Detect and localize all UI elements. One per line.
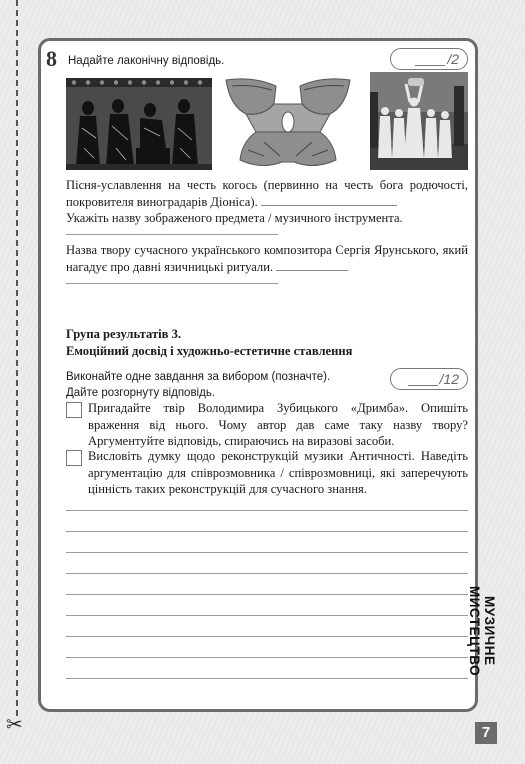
cut-line (16, 0, 18, 716)
score-max-group: /12 (439, 371, 459, 387)
answer-line-3[interactable] (276, 260, 348, 271)
page-number: 7 (475, 722, 497, 744)
score-box[interactable] (390, 48, 468, 70)
answer-line[interactable] (66, 615, 468, 616)
option-1: Пригадайте твір Володимира Зубицького «Дримба». Опишіть враження від нього. Чому автор дав саме таку назву твору? Аргументуйте відповідь, спираючись на виразові засоби. (88, 401, 468, 449)
task-title: Надайте лаконічну відповідь. (68, 55, 225, 67)
question-2-text: Укажіть назву зображеного предмета / музичного інструмента. (66, 211, 403, 225)
instructions-line-1: Виконайте одне завдання за вибором (позначте). (66, 371, 331, 383)
score-blank-group (408, 373, 438, 386)
score-blank (415, 53, 445, 66)
question-1-text: Пісня-уславлення на честь когось (первинно на честь бога родючості, покровителя виноградарів Діоніса). (66, 178, 468, 209)
option-2: Висловіть думку щодо реконструкцій музики Античності. Наведіть аргументацію для співрозмовника / співрозмовниці, які заперечують цінність таких реконструкцій для сучасного знання. (88, 449, 468, 497)
answer-line-1[interactable] (261, 195, 397, 206)
instructions (66, 369, 330, 401)
answer-line[interactable] (66, 678, 468, 679)
score-box-group[interactable] (390, 368, 468, 390)
answer-line[interactable] (66, 510, 468, 511)
question-3-text: Назва твору сучасного українського композитора Сергія Ярунського, який нагадує про давні язичницькі ритуали. (66, 243, 468, 274)
answer-line[interactable] (66, 657, 468, 658)
ancient-greek-vase-icon (66, 78, 212, 170)
question-1 (66, 177, 468, 210)
ritual-performance-photo-icon (370, 72, 468, 170)
answer-line-3b[interactable] (66, 283, 278, 284)
question-2 (66, 210, 468, 227)
answer-line[interactable] (66, 531, 468, 532)
question-3 (66, 242, 468, 275)
group-title-line-1: Група результатів 3. (66, 327, 182, 341)
option-2-checkbox[interactable] (66, 450, 82, 466)
option-1-checkbox[interactable] (66, 402, 82, 418)
group-title-line-2: Емоційний досвід і художньо-естетичне ставлення (66, 343, 353, 358)
task-number: 8 (46, 46, 57, 71)
answer-line[interactable] (66, 573, 468, 574)
answer-line[interactable] (66, 594, 468, 595)
answer-line-2[interactable] (66, 234, 278, 235)
instructions-line-2: Дайте розгорнуту відповідь. (66, 387, 216, 399)
scissors-icon: ✂ (6, 712, 23, 736)
answer-line[interactable] (66, 552, 468, 553)
double-cup-artifact-icon (224, 76, 352, 172)
group-title (66, 326, 352, 359)
answer-line[interactable] (66, 636, 468, 637)
score-max: /2 (447, 51, 459, 67)
subject-side-label: МУЗИЧНЕ МИСТЕЦТВО (467, 585, 497, 677)
